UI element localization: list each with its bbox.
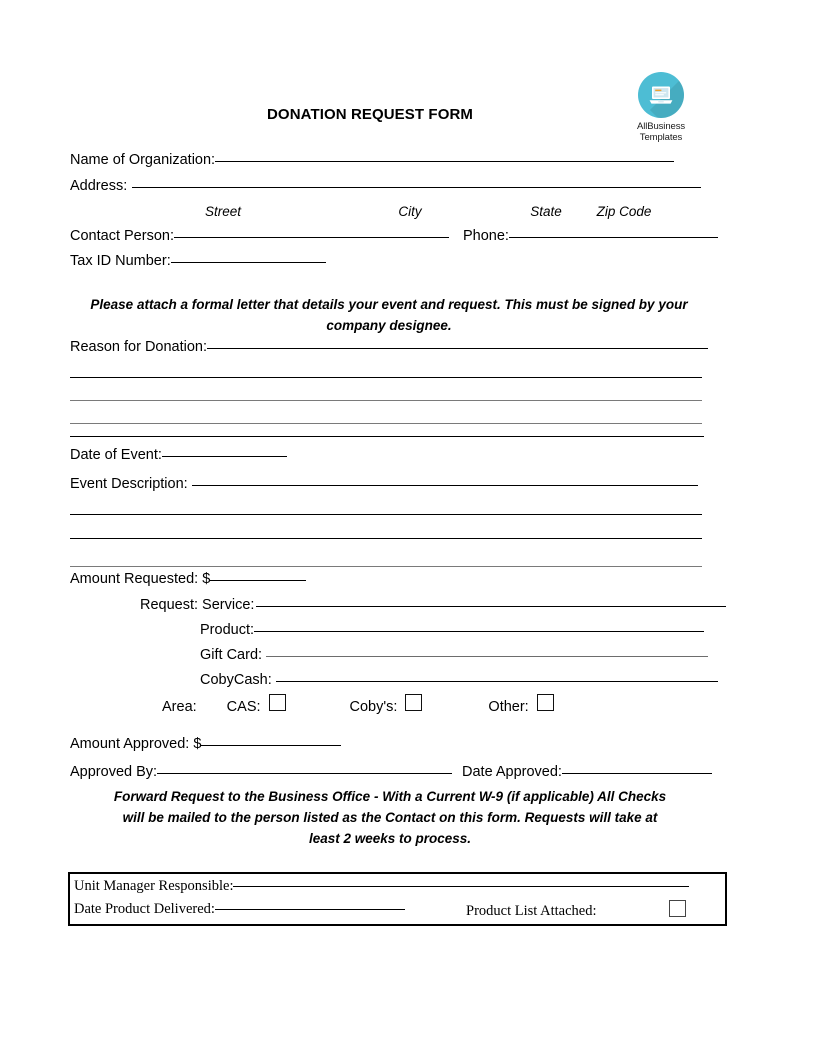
reason-for-donation-label: Reason for Donation: (70, 339, 208, 355)
city-sublabel: City (398, 204, 422, 219)
date-of-event-input[interactable] (162, 456, 287, 457)
attach-letter-instruction: Please attach a formal letter that details your event and request. This must be signed by your company designee. (90, 297, 688, 333)
service-label: Service: (202, 597, 255, 613)
gift-card-input[interactable] (266, 656, 708, 657)
street-sublabel: Street (204, 204, 242, 219)
cas-label: CAS: (226, 699, 261, 715)
date-approved-label: Date Approved: (462, 764, 562, 780)
reason-for-donation-line-3[interactable] (70, 400, 702, 401)
area-label: Area: (162, 699, 197, 715)
date-approved-input[interactable] (562, 773, 712, 774)
field-request-service (140, 597, 726, 613)
field-date-product-delivered (74, 900, 405, 918)
amount-requested-input[interactable] (210, 580, 306, 581)
name-of-organization-label: Name of Organization: (70, 152, 216, 168)
field-amount-approved (70, 736, 341, 752)
cobys-label: Coby's: (349, 699, 398, 715)
state-sublabel: State (530, 204, 562, 219)
unit-manager-responsible-label: Unit Manager Responsible: (74, 878, 234, 894)
service-input[interactable] (256, 606, 726, 607)
date-product-delivered-label: Date Product Delivered: (74, 901, 215, 917)
area-checkbox-group (162, 694, 554, 715)
field-product-list-attached (466, 900, 686, 920)
field-cobycash (200, 672, 718, 688)
phone-input[interactable] (509, 237, 718, 238)
address-input[interactable] (132, 187, 701, 188)
approved-by-input[interactable] (157, 773, 452, 774)
laptop-icon (649, 85, 673, 105)
request-label: Request: (140, 597, 199, 613)
product-list-attached-label: Product List Attached: (466, 903, 597, 919)
page-title: DONATION REQUEST FORM (267, 106, 473, 123)
cobys-checkbox[interactable] (405, 694, 422, 711)
reason-for-donation-line-4[interactable] (70, 423, 702, 424)
name-of-organization-input[interactable] (215, 161, 674, 162)
logo-wordmark (625, 121, 697, 143)
unit-manager-responsible-input[interactable] (233, 886, 689, 887)
field-gift-card (200, 647, 708, 663)
other-checkbox[interactable] (537, 694, 554, 711)
tax-id-number-input[interactable] (171, 262, 326, 263)
reason-for-donation-line-5[interactable] (70, 436, 704, 437)
amount-approved-input[interactable] (201, 745, 341, 746)
event-description-line-4[interactable] (70, 566, 702, 567)
field-tax-id-number (70, 253, 326, 269)
field-approved-by (70, 764, 452, 780)
reason-for-donation-line-2[interactable] (70, 377, 702, 378)
field-date-approved (462, 764, 712, 780)
product-list-attached-checkbox[interactable] (669, 900, 686, 917)
cobycash-label: CobyCash: (200, 672, 272, 688)
field-unit-manager-responsible (74, 877, 689, 895)
contact-person-label: Contact Person: (70, 228, 174, 244)
event-description-input[interactable] (192, 485, 698, 486)
cas-checkbox[interactable] (269, 694, 286, 711)
field-product (200, 622, 704, 638)
other-label: Other: (488, 699, 529, 715)
cobycash-input[interactable] (276, 681, 718, 682)
event-description-line-2[interactable] (70, 514, 702, 515)
field-reason-for-donation (70, 339, 708, 355)
date-product-delivered-input[interactable] (215, 909, 405, 910)
approved-by-label: Approved By: (70, 764, 158, 780)
event-description-label: Event Description: (70, 476, 188, 492)
forward-request-instruction: Forward Request to the Business Office - With a Current W-9 (if applicable) All Checks will be mailed to the person listed as the Contact on this form. Requests will take at least 2 weeks to process. (113, 789, 667, 846)
product-input[interactable] (254, 631, 704, 632)
phone-label: Phone: (463, 228, 509, 244)
logo-wordmark-line1: AllBusiness (636, 121, 685, 132)
field-address (70, 178, 701, 194)
field-phone (463, 228, 718, 244)
contact-person-input[interactable] (174, 237, 449, 238)
field-event-description (70, 476, 698, 492)
date-of-event-label: Date of Event: (70, 447, 162, 463)
field-name-of-organization (70, 152, 674, 168)
amount-requested-label: Amount Requested: $ (70, 571, 211, 587)
reason-for-donation-input[interactable] (207, 348, 708, 349)
tax-id-number-label: Tax ID Number: (70, 253, 171, 269)
zip-code-sublabel: Zip Code (596, 204, 652, 219)
field-amount-requested (70, 571, 306, 587)
logo-wordmark-line2: Templates (639, 132, 683, 143)
event-description-line-3[interactable] (70, 538, 702, 539)
amount-approved-label: Amount Approved: $ (70, 736, 202, 752)
field-contact-person (70, 228, 449, 244)
office-use-box (68, 872, 727, 926)
gift-card-label: Gift Card: (200, 647, 263, 663)
product-label: Product: (200, 622, 254, 638)
address-label: Address: (70, 178, 128, 194)
field-date-of-event (70, 447, 287, 463)
